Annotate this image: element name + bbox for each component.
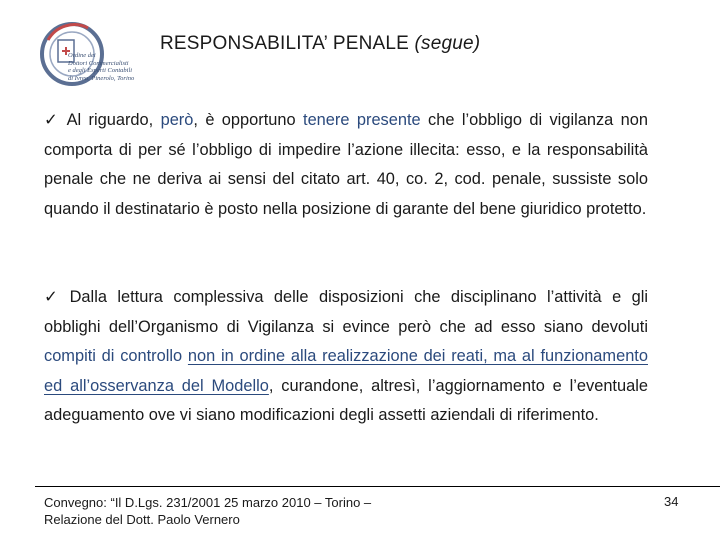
logo-line: di Ivrea, Pinerolo, Torino [68,74,135,82]
paragraph-2-emphasis: compiti di controllo [44,347,183,366]
footer-caption [44,494,424,528]
paragraph-1-text: , è opportuno [193,111,304,129]
checkmark-icon: ✓ [44,111,61,129]
page-number: 34 [664,494,679,509]
checkmark-icon: ✓ [44,288,64,306]
paragraph-1-emphasis: tenere presente [303,111,421,129]
paragraph-2 [44,283,648,431]
slide-title-suffix: (segue) [414,33,481,54]
footer-line-1: Convegno: “Il D.Lgs. 231/2001 25 marzo 2010 – Torino – [44,495,372,510]
logo-line: Dottori Commercialisti [68,59,129,67]
logo-line: e degli Esperti Contabili [68,67,133,74]
paragraph-1-text: Al riguardo, [66,111,161,129]
paragraph-1-emphasis: però [160,111,194,129]
footer-line-2: Relazione del Dott. Paolo Vernero [44,512,240,527]
paragraph-1-text: : esso, e la responsabilità penale che ne deriva ai sensi del citato art. 40, co. 2, cod. penale, sussiste solo quando il destinatario è posto nella posizione di garante del bene giuridico protetto. [44,140,648,218]
paragraph-2-text: , curandone, altresì, l’aggiornamento e l’eventuale adeguamento ove vi siano modificazioni degli assetti aziendali di riferimento. [44,376,648,425]
paragraph-2-underlined-emphasis: non in ordine alla realizzazione dei reati, ma al funzionamento ed all’osservanza del Modello [44,347,648,395]
paragraph-1-text: che l’obbligo di vigilanza non comporta di per sé l’obbligo di impedire l’azione illecita [44,111,648,159]
slide-title [160,33,580,55]
logo-line: Ordine dei [68,52,96,59]
paragraph-1 [44,106,648,224]
slide-title-main: RESPONSABILITA’ PENALE [160,33,410,54]
footer-divider [35,486,720,487]
logo-caption [68,52,148,82]
paragraph-2-text: Dalla lettura complessiva delle disposizioni che disciplinano l’attività e gli obblighi dell’Organismo di Vigilanza si evince però che ad esso siano devoluti [44,288,648,336]
